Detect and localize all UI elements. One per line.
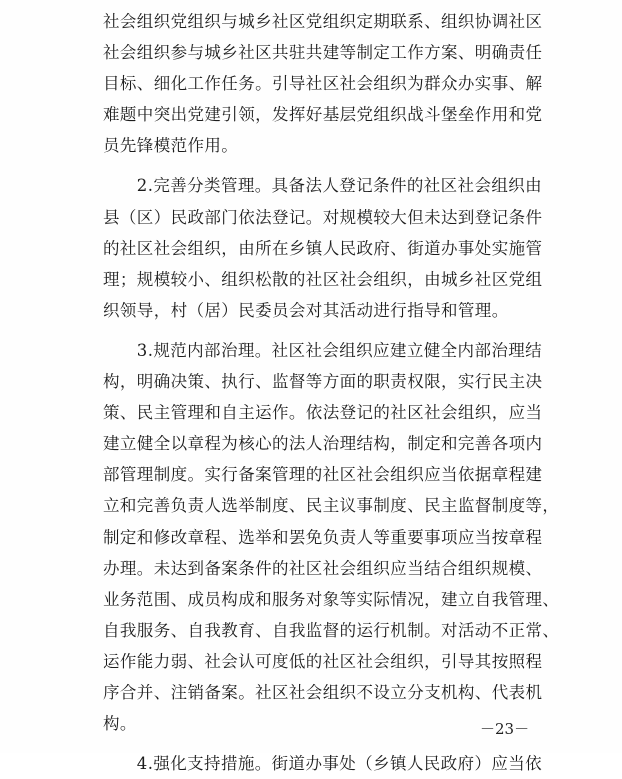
text-line: 4.强化支持措施。街道办事处（乡镇人民政府）应当依 [103,754,543,774]
text-line: 运作能力弱、社会认可度低的社区社会组织，引导其按照程 [103,651,543,671]
paragraph-classification [103,170,543,325]
paragraph-gap [103,739,523,748]
paragraph-governance [103,335,560,739]
text-line: 员先锋模范作用。 [103,136,239,156]
text-line: 构。 [103,714,137,734]
text-line: 自我服务、自我教育、自我监督的运行机制。对活动不正常、 [103,620,560,640]
text-line: 的社区社会组织，由所在乡镇人民政府、街道办事处实施管 [103,238,543,258]
text-line: 构，明确决策、执行、监督等方面的职责权限，实行民主决 [103,372,543,392]
page-number: －23－ [480,720,530,738]
text-line: 理；规模较小、组织松散的社区社会组织，由城乡社区党组 [103,269,543,289]
text-line: 社会组织参与城乡社区共驻共建等制定工作方案、明确责任 [103,43,543,63]
text-line: 县（区）民政部门依法登记。对规模较大但未达到登记条件 [103,207,543,227]
text-line: 序合并、注销备案。社区社会组织不设立分支机构、代表机 [103,682,543,702]
text-line: 织领导，村（居）民委员会对其活动进行指导和管理。 [103,300,509,320]
text-line: 策、民主管理和自主运作。依法登记的社区社会组织，应当 [103,403,543,423]
text-line: 3.规范内部治理。社区社会组织应建立健全内部治理结 [103,340,543,360]
paragraph-party-building [103,6,543,161]
paragraph-gap [103,326,523,335]
text-line: 立和完善负责人选举制度、民主议事制度、民主监督制度等， [103,496,560,516]
text-line: 建立健全以章程为核心的法人治理结构，制定和完善各项内 [103,434,543,454]
text-line: 业务范围、成员构成和服务对象等实际情况，建立自我管理、 [103,589,560,609]
text-line: 制定和修改章程、选举和罢免负责人等重要事项应当按章程 [103,527,543,547]
text-line: 2.完善分类管理。具备法人登记条件的社区社会组织由 [103,176,543,196]
paragraph-gap [103,161,523,170]
text-line: 办理。未达到备案条件的社区社会组织应当结合组织规模、 [103,558,543,578]
text-line: 目标、细化工作任务。引导社区社会组织为群众办实事、解 [103,74,543,94]
text-line: 部管理制度。实行备案管理的社区社会组织应当依据章程建 [103,465,543,485]
text-line: 社会组织党组织与城乡社区党组织定期联系、组织协调社区 [103,12,543,31]
text-line: 难题中突出党建引领，发挥好基层党组织战斗堡垒作用和党 [103,105,543,125]
body-text [103,6,560,779]
